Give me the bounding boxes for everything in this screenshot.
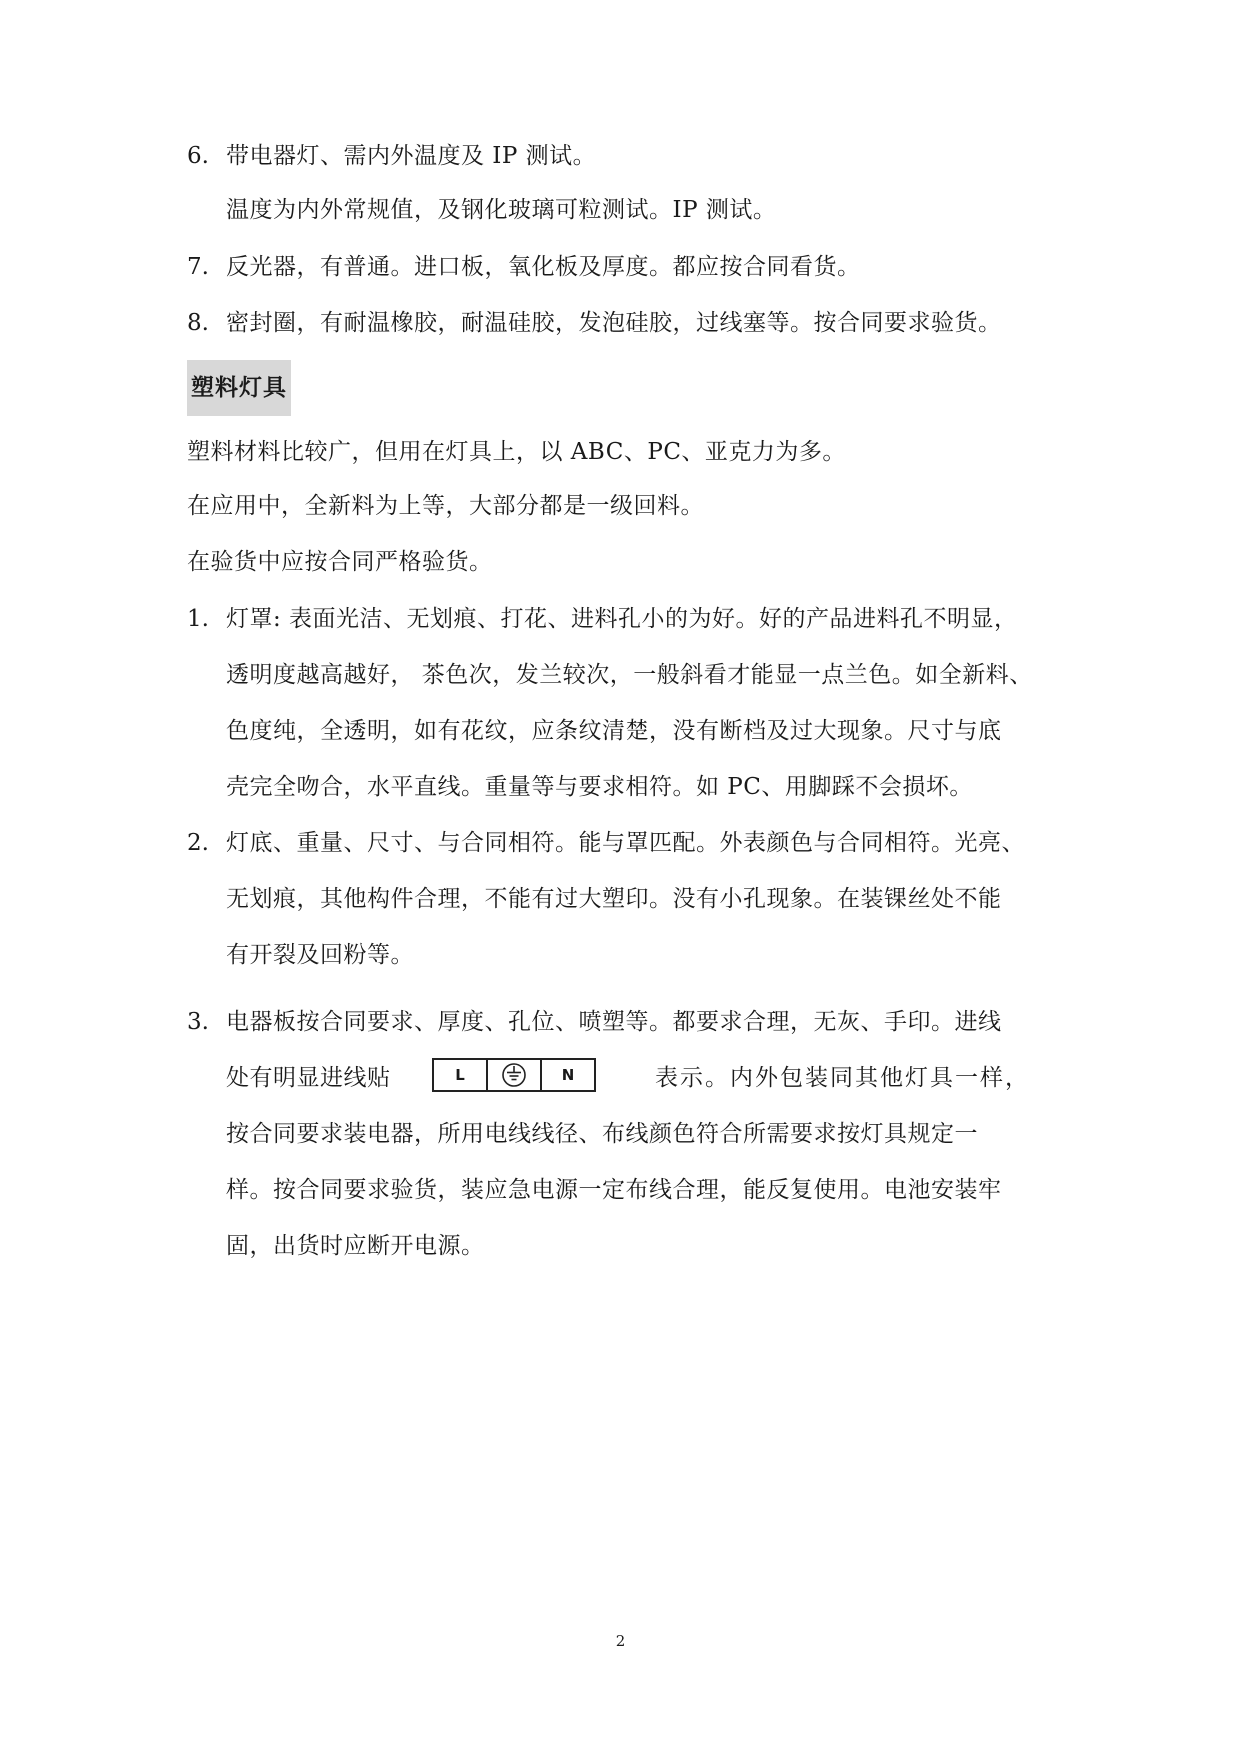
list-item-text: 透明度越高越好， 茶色次，发兰较次，一般斜看才能显一点兰色。如全新料、 [226,662,1033,688]
wire-terminal-label [432,1058,596,1092]
list-item-text: 有开裂及回粉等。 [226,942,414,968]
list-number: 3. [187,1009,209,1035]
list-item-text: 反光器，有普通。进口板，氧化板及厚度。都应按合同看货。 [226,254,861,280]
neutral-terminal-label: N [540,1060,594,1090]
list-item-text: 密封圈，有耐温橡胶，耐温硅胶，发泡硅胶，过线塞等。按合同要求验货。 [226,310,1002,336]
list-item-text: 电器板按合同要求、厚度、孔位、喷塑等。都要求合理，无灰、手印。进线 [226,1009,1002,1035]
page-number: 2 [615,1632,626,1650]
list-item-text: 表示。内外包装同其他灯具一样， [655,1065,1030,1091]
live-terminal-label: L [455,1066,465,1084]
list-item-text: 色度纯，全透明，如有花纹，应条纹清楚，没有断档及过大现象。尺寸与底 [226,718,1002,744]
list-item-text: 壳完全吻合，水平直线。重量等与要求相符。如 PC、用脚踩不会损坏。 [226,774,973,800]
paragraph: 塑料材料比较广，但用在灯具上，以 ABC、PC、亚克力为多。 [187,439,846,465]
list-number: 8. [187,310,209,336]
list-number: 2. [187,830,209,856]
paragraph: 在验货中应按合同严格验货。 [187,549,493,575]
list-item-text: 无划痕，其他构件合理，不能有过大塑印。没有小孔现象。在装锞丝处不能 [226,886,1002,912]
list-number: 1. [187,606,209,632]
list-item-text: 固，出货时应断开电源。 [226,1233,485,1259]
list-item-text: 温度为内外常规值，及钢化玻璃可粒测试。IP 测试。 [226,197,777,223]
list-item-text: 按合同要求装电器，所用电线线径、布线颜色符合所需要求按灯具规定一 [226,1121,978,1147]
list-item-text: 灯罩: 表面光洁、无划痕、打花、进料孔小的为好。好的产品进料孔不明显， [226,606,1018,632]
list-item-text: 带电器灯、需内外温度及 IP 测试。 [226,143,597,169]
ground-symbol-icon [486,1060,540,1090]
list-item-text: 样。按合同要求验货，装应急电源一定布线合理，能反复使用。电池安装牢 [226,1177,1002,1203]
section-heading: 塑料灯具 [187,360,291,416]
list-number: 7. [187,254,209,280]
paragraph: 在应用中，全新料为上等，大部分都是一级回料。 [187,493,704,519]
list-item-text: 灯底、重量、尺寸、与合同相符。能与罩匹配。外表颜色与合同相符。光亮、 [226,830,1025,856]
list-number: 6. [187,143,209,169]
list-item-text: 处有明显进线贴 [226,1065,391,1091]
